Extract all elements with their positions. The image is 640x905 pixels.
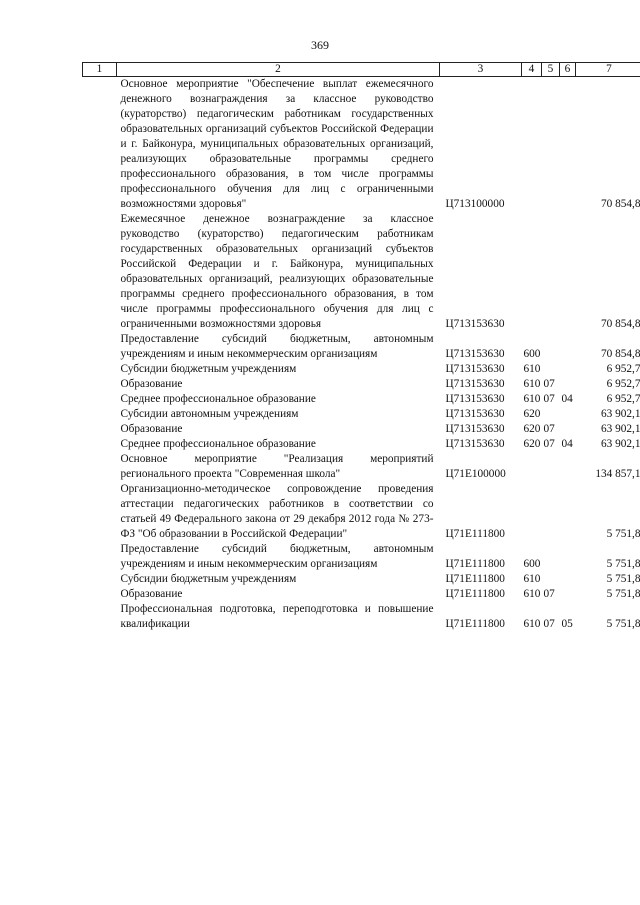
row-subsection <box>560 362 576 377</box>
header-col-5: 5 <box>542 63 560 77</box>
row-amount: 6 952,7 <box>606 393 640 405</box>
budget-table <box>82 62 640 632</box>
row-amount: 63 902,1 <box>600 423 640 435</box>
row-expense-type: 610 <box>523 618 541 630</box>
row-section: 07 <box>543 618 555 630</box>
row-name: Основное мероприятие "Обеспечение выплат ежемесячного денежного вознаграждения за классное руководство (кураторство) педагогическим работникам государственных образовательных организаций субъектов Российской Федерации и г. Байконура, муниципальных образовательных организаций, реализующих образовательные программы среднего профессионального образования, в том числе программы профессионального обучения для лиц с ограниченными возможностями здоровья" <box>120 78 434 210</box>
row-target-code: Ц713153630 <box>445 378 505 390</box>
row-target-code: Ц713153630 <box>445 363 505 375</box>
table-row <box>83 482 640 542</box>
header-col-2: 2 <box>117 63 440 77</box>
row-amount: 5 751,8 <box>606 588 640 600</box>
row-spacer <box>83 482 117 542</box>
table-row <box>83 377 640 392</box>
row-expense-type: 610 <box>523 393 541 405</box>
table-row <box>83 437 640 452</box>
row-spacer <box>83 587 117 602</box>
row-spacer <box>83 422 117 437</box>
table-body <box>83 77 640 633</box>
row-expense-type: 600 <box>523 558 541 570</box>
row-section <box>542 572 560 587</box>
row-subsection <box>560 482 576 542</box>
row-name: Ежемесячное денежное вознаграждение за классное руководство (кураторство) педагогическим работникам государственных образовательных организаций субъектов Российской Федерации и г. Байконура, муниципальных образовательных организаций, реализующих образовательные программы среднего профессионального образования, в том числе программы профессионального обучения для лиц с ограниченными возможностями здоровья <box>120 213 434 330</box>
row-name: Предоставление субсидий бюджетным, автономным учреждениям и иным некоммерческим организациям <box>120 333 434 360</box>
row-subsection <box>560 587 576 602</box>
row-expense-type: 610 <box>523 588 541 600</box>
row-amount: 5 751,8 <box>606 528 640 540</box>
row-name: Организационно-методическое сопровождение проведения аттестации педагогических работников в соответствии со статьей 49 Федерального закона от 29 декабря 2012 года № 273-ФЗ "Об образовании в Российской Федерации" <box>120 483 434 540</box>
row-section <box>542 407 560 422</box>
row-amount: 5 751,8 <box>606 558 640 570</box>
row-name: Основное мероприятие "Реализация мероприятий регионального проекта "Современная школа" <box>120 453 434 480</box>
row-target-code: Ц713100000 <box>445 198 505 210</box>
row-section <box>542 77 560 213</box>
budget-document <box>82 62 640 632</box>
row-spacer <box>83 542 117 572</box>
row-spacer <box>83 437 117 452</box>
row-section <box>542 542 560 572</box>
table-row <box>83 392 640 407</box>
row-amount: 5 751,8 <box>606 618 640 630</box>
table-row <box>83 542 640 572</box>
row-amount: 6 952,7 <box>606 363 640 375</box>
row-subsection <box>560 572 576 587</box>
row-subsection: 04 <box>561 393 573 405</box>
row-target-code: Ц71Е111800 <box>445 573 505 585</box>
row-spacer <box>83 407 117 422</box>
row-expense-type: 610 <box>523 363 541 375</box>
row-amount: 63 902,1 <box>600 408 640 420</box>
row-spacer <box>83 392 117 407</box>
row-section: 07 <box>543 438 555 450</box>
row-expense-type: 610 <box>523 378 541 390</box>
row-target-code: Ц713153630 <box>445 408 505 420</box>
row-spacer <box>83 332 117 362</box>
row-section: 07 <box>543 588 555 600</box>
row-subsection <box>560 212 576 332</box>
row-target-code: Ц71Е100000 <box>445 468 506 480</box>
header-col-1: 1 <box>83 63 117 77</box>
row-amount: 63 902,1 <box>600 438 640 450</box>
row-subsection <box>560 452 576 482</box>
row-expense-type: 600 <box>523 348 541 360</box>
row-name: Среднее профессиональное образование <box>120 438 316 450</box>
row-target-code: Ц71Е111800 <box>445 528 505 540</box>
row-section <box>542 452 560 482</box>
row-name: Субсидии автономным учреждениям <box>120 408 299 420</box>
row-amount: 5 751,8 <box>606 573 640 585</box>
row-name: Профессиональная подготовка, переподготовка и повышение квалификации <box>120 603 434 630</box>
row-name: Среднее профессиональное образование <box>120 393 316 405</box>
row-expense-type <box>522 77 542 213</box>
column-number-header <box>83 63 640 77</box>
row-spacer <box>83 377 117 392</box>
row-expense-type <box>522 212 542 332</box>
table-row <box>83 362 640 377</box>
table-row <box>83 332 640 362</box>
row-expense-type <box>522 452 542 482</box>
header-col-7: 7 <box>576 63 640 77</box>
row-subsection <box>560 422 576 437</box>
row-name: Предоставление субсидий бюджетным, автономным учреждениям и иным некоммерческим организациям <box>120 543 434 570</box>
row-target-code: Ц713153630 <box>445 348 505 360</box>
row-section: 07 <box>543 423 555 435</box>
row-spacer <box>83 452 117 482</box>
row-spacer <box>83 602 117 632</box>
row-section <box>542 362 560 377</box>
row-target-code: Ц713153630 <box>445 393 505 405</box>
row-section: 07 <box>543 378 555 390</box>
row-subsection <box>560 377 576 392</box>
row-spacer <box>83 77 117 213</box>
row-subsection <box>560 407 576 422</box>
row-target-code: Ц713153630 <box>445 438 505 450</box>
row-target-code: Ц713153630 <box>445 423 505 435</box>
row-amount: 6 952,7 <box>606 378 640 390</box>
table-row <box>83 452 640 482</box>
row-name: Субсидии бюджетным учреждениям <box>120 363 297 375</box>
row-subsection <box>560 332 576 362</box>
row-spacer <box>83 212 117 332</box>
row-amount: 70 854,8 <box>600 198 640 210</box>
row-expense-type <box>522 482 542 542</box>
table-row <box>83 422 640 437</box>
row-target-code: Ц71Е111800 <box>445 618 505 630</box>
row-subsection: 04 <box>561 438 573 450</box>
page-number: 369 <box>311 38 329 52</box>
row-target-code: Ц713153630 <box>445 318 505 330</box>
row-section <box>542 332 560 362</box>
header-col-6: 6 <box>560 63 576 77</box>
row-section: 07 <box>543 393 555 405</box>
row-name: Субсидии бюджетным учреждениям <box>120 573 297 585</box>
row-subsection <box>560 542 576 572</box>
table-row <box>83 602 640 632</box>
row-name: Образование <box>120 378 183 390</box>
row-section <box>542 482 560 542</box>
row-expense-type: 620 <box>523 408 541 420</box>
row-expense-type: 620 <box>523 438 541 450</box>
row-expense-type: 610 <box>523 573 541 585</box>
row-subsection <box>560 77 576 213</box>
header-col-4: 4 <box>522 63 542 77</box>
table-row <box>83 212 640 332</box>
row-amount: 70 854,8 <box>600 318 640 330</box>
row-target-code: Ц71Е111800 <box>445 588 505 600</box>
row-spacer <box>83 362 117 377</box>
table-row <box>83 77 640 213</box>
row-subsection: 05 <box>561 618 573 630</box>
row-expense-type: 620 <box>523 423 541 435</box>
row-amount: 70 854,8 <box>600 348 640 360</box>
table-row <box>83 572 640 587</box>
row-spacer <box>83 572 117 587</box>
row-amount: 134 857,1 <box>595 468 640 480</box>
row-section <box>542 212 560 332</box>
header-col-3: 3 <box>440 63 522 77</box>
row-target-code: Ц71Е111800 <box>445 558 505 570</box>
table-row <box>83 587 640 602</box>
row-name: Образование <box>120 588 183 600</box>
table-row <box>83 407 640 422</box>
row-name: Образование <box>120 423 183 435</box>
